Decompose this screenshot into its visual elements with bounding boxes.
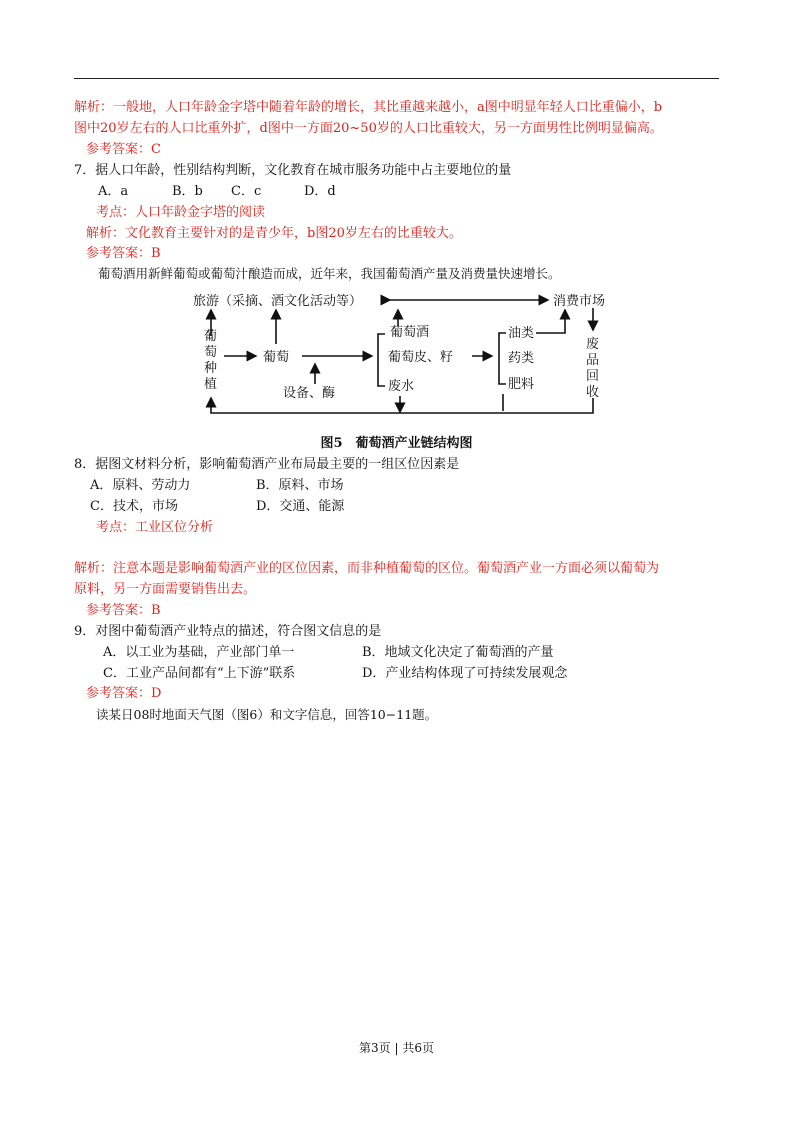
answer-label: 参考答案：: [86, 246, 152, 261]
q6-analysis-line-2: 图中20岁左右的人口比重外扩，d图中一方面20~50岁的人口比重较大，另一方面男性比例明显偏高。: [74, 121, 663, 136]
answer-value: C: [151, 142, 161, 157]
q9-answer: [86, 685, 161, 703]
q9-option-d: D．产业结构体现了可持续发展观念: [362, 666, 568, 681]
planting-char-4: 植: [204, 377, 218, 392]
q9-option-c: C．工业产品间都有“上下游”联系: [103, 666, 296, 681]
wine-label: 葡萄酒: [390, 325, 430, 340]
q7-option-b: B．b: [172, 184, 203, 199]
q9-option-b: B．地域文化决定了葡萄酒的产量: [362, 645, 554, 660]
answer-label: 参考答案：: [86, 686, 152, 701]
planting-char-3: 种: [204, 361, 218, 376]
q7-option-d: D．d: [304, 184, 336, 199]
header-rule: [74, 78, 719, 79]
industry-chain-diagram: [190, 286, 650, 426]
q6-answer: [86, 141, 161, 159]
processing-bracket: [378, 334, 385, 386]
q8-option-a: A．原料、劳动力: [90, 478, 191, 493]
q7-analysis: 解析：文化教育主要针对的是青少年，b图20岁左右的比重较大。: [86, 226, 462, 241]
q9-stem: 9．对图中葡萄酒产业特点的描述，符合图文信息的是: [74, 624, 382, 639]
market-label: 消费市场: [553, 294, 606, 309]
byproducts-bracket: [499, 333, 506, 384]
q7-option-c: C．c: [231, 184, 262, 199]
q9-option-a: A．以工业为基础，产业部门单一: [103, 645, 295, 660]
q8-analysis-line-2: 原料，另一方面需要销售出去。: [74, 582, 257, 597]
planting-char-2: 萄: [204, 345, 218, 360]
q8-option-d: D．交通、能源: [256, 499, 345, 514]
q8-option-b: B．原料、市场: [256, 478, 344, 493]
q7-answer: [86, 245, 161, 263]
q7-stem: 7．据人口年龄，性别结构判断，文化教育在城市服务功能中占主要地位的量: [74, 163, 512, 178]
recycle-char-1: 废: [586, 337, 600, 352]
recycle-char-3: 回: [586, 369, 600, 384]
wastewater-label: 废水: [388, 379, 415, 394]
next-question-intro: 读某日08时地面天气图（图6）和文字信息，回答10−11题。: [96, 707, 438, 722]
recycle-loop-arrow: [211, 398, 593, 413]
q8-analysis-line-1: 解析：注意本题是影响葡萄酒产业的区位因素，而非种植葡萄的区位。葡萄酒产业一方面必须以葡萄为: [74, 561, 660, 576]
recycle-char-4: 收: [586, 385, 600, 400]
q8-option-c: C．技术，市场: [90, 499, 178, 514]
diagram-caption: 图5 葡萄酒产业链结构图: [320, 436, 473, 451]
tourism-label: 旅游（采摘、酒文化活动等）: [193, 294, 363, 309]
skins-label: 葡萄皮、籽: [388, 350, 454, 365]
oil-label: 油类: [508, 326, 535, 341]
page-footer: 第3页 | 共6页: [359, 1041, 434, 1055]
answer-value: B: [151, 246, 161, 261]
grape-label: 葡萄: [263, 350, 290, 365]
q6-analysis-line-1: 解析：一般地，人口年龄金字塔中随着年龄的增长，其比重越来越小，a图中明显年轻人口比重偏小，b: [74, 100, 663, 115]
recycle-char-2: 品: [586, 353, 600, 368]
planting-char-1: 葡: [204, 329, 218, 344]
q7-point: 考点：人口年龄金字塔的阅读: [96, 205, 266, 220]
medicine-label: 药类: [508, 351, 535, 366]
q8-answer: [86, 602, 161, 620]
equipment-label: 设备、酶: [283, 386, 336, 401]
q8-stem: 8．据图文材料分析，影响葡萄酒产业布局最主要的一组区位因素是: [74, 457, 460, 472]
answer-value: B: [151, 603, 161, 618]
fertilizer-label: 肥料: [508, 377, 535, 392]
material-text: 葡萄酒用新鲜葡萄或葡萄汁酿造而成，近年来，我国葡萄酒产量及消费量快速增长。: [98, 266, 561, 281]
q7-option-a: A．a: [98, 184, 129, 199]
answer-label: 参考答案：: [86, 142, 152, 157]
answer-value: D: [151, 686, 162, 701]
q8-point: 考点：工业区位分析: [96, 520, 214, 535]
byproducts-to-market-arrow: [536, 310, 565, 333]
answer-label: 参考答案：: [86, 603, 152, 618]
